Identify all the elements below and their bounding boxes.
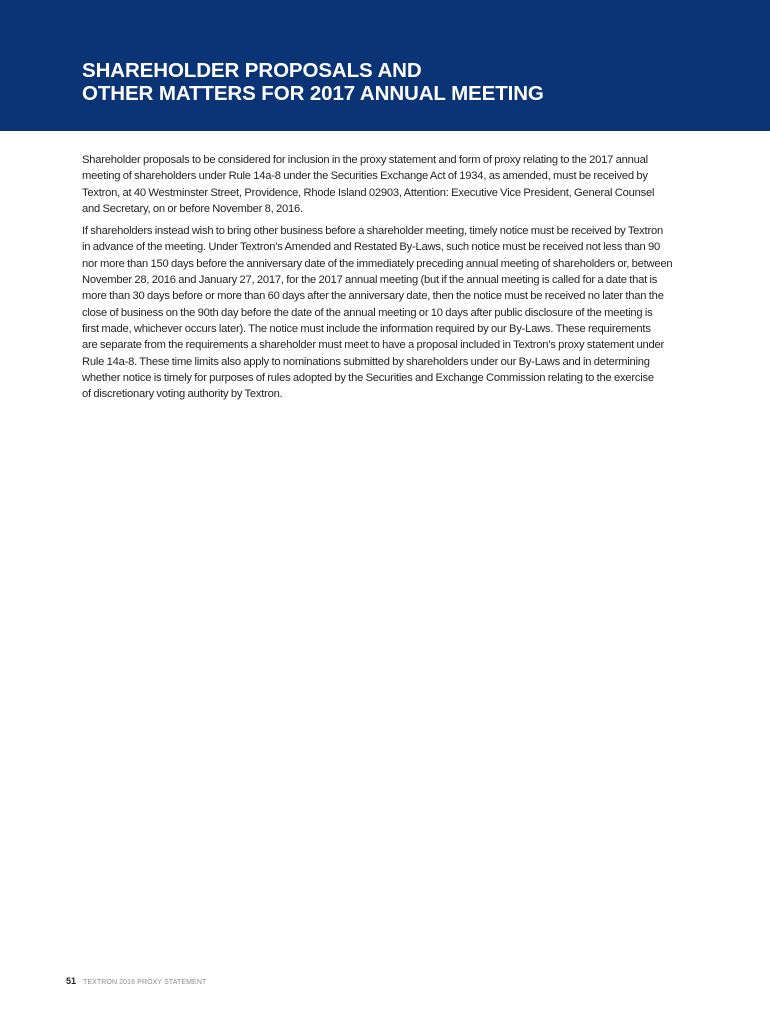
text-line: of discretionary voting authority by Textron. xyxy=(82,388,283,401)
page-title xyxy=(82,59,544,105)
text-line: are separate from the requirements a shareholder must meet to have a proposal included in Textron’s proxy statement under xyxy=(82,339,665,352)
text-line: November 28, 2016 and January 27, 2017, for the 2017 annual meeting (but if the annual meeting is called for a date that is xyxy=(82,274,658,287)
text-line: Rule 14a-8. These time limits also apply to nominations submitted by shareholders under our By-Laws and in determining xyxy=(82,355,650,368)
text-line: If shareholders instead wish to bring other business before a shareholder meeting, timely notice must be received by Textron xyxy=(82,225,663,238)
text-line: in advance of the meeting. Under Textron’s Amended and Restated By-Laws, such notice must be received not less than 90 xyxy=(82,241,660,254)
paragraph-shareholder-proposals xyxy=(82,152,684,217)
text-line: Textron, at 40 Westminster Street, Providence, Rhode Island 02903, Attention: Executive Vice President, General Counsel xyxy=(82,186,655,199)
text-line: nor more than 150 days before the anniversary date of the immediately preceding annual meeting of shareholders or, between xyxy=(82,257,673,270)
text-line: close of business on the 90th day before the date of the annual meeting or 10 days after public disclosure of the meeting is xyxy=(82,306,653,319)
text-line: whether notice is timely for purposes of rules adopted by the Securities and Exchange Commission relating to the exercise xyxy=(82,371,654,384)
text-line: meeting of shareholders under Rule 14a-8 under the Securities Exchange Act of 1934, as amended, must be received by xyxy=(82,170,648,183)
page-footer xyxy=(66,976,206,988)
text-line: and Secretary, on or before November 8, 2016. xyxy=(82,202,303,215)
page-number: 51 xyxy=(66,976,77,986)
paragraph-other-business xyxy=(82,223,684,402)
page-title-line-1: SHAREHOLDER PROPOSALS AND xyxy=(82,59,422,82)
document-title: TEXTRON 2016 PROXY STATEMENT xyxy=(82,979,207,986)
text-line: more than 30 days before or more than 60 days after the anniversary date, then the notice must be received no later than the xyxy=(82,290,664,303)
header-band xyxy=(0,0,770,131)
text-line: Shareholder proposals to be considered for inclusion in the proxy statement and form of proxy relating to the 2017 annual xyxy=(82,154,648,166)
text-line: first made, whichever occurs later). The notice must include the information required by our By-Laws. These requirements xyxy=(82,322,651,335)
body-text xyxy=(82,152,684,408)
page-title-line-2: OTHER MATTERS FOR 2017 ANNUAL MEETING xyxy=(82,82,544,105)
